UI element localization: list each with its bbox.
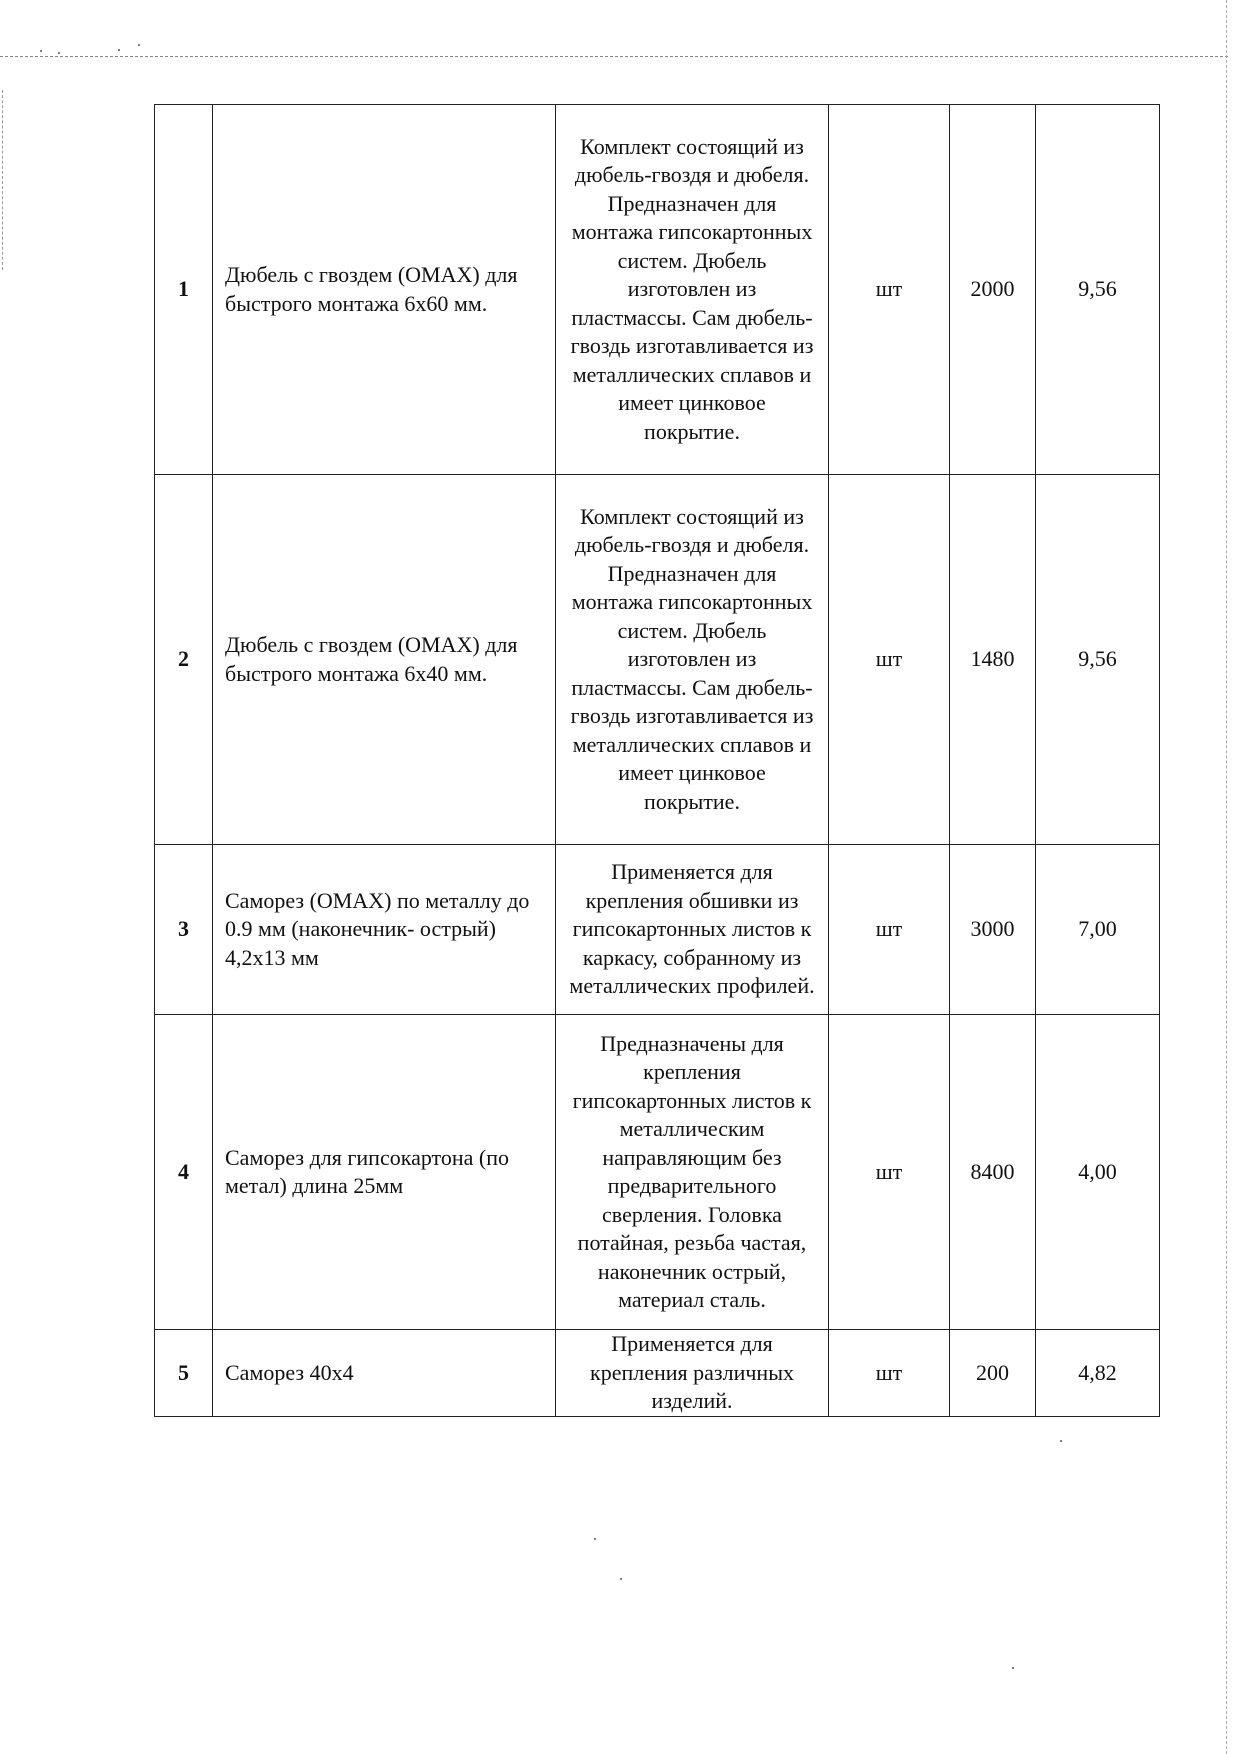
scan-speck xyxy=(620,1578,622,1580)
table-row xyxy=(155,475,1160,845)
item-name: Саморез для гипсокартона (по метал) длина 25мм xyxy=(213,1015,556,1330)
item-description: Комплект состоящий из дюбель-гвоздя и дюбеля. Предназначен для монтажа гипсокартонных систем. Дюбель изготовлен из пластмассы. Сам дюбель- гвоздь изготавливается из металлических сплавов и имеет цинковое покрытие. xyxy=(570,503,814,814)
row-number: 3 xyxy=(155,845,213,1015)
row-number: 4 xyxy=(155,1015,213,1330)
item-description: Применяется для крепления различных изделий. xyxy=(590,1331,794,1413)
item-quantity: 1480 xyxy=(950,475,1036,845)
item-description: Комплект состоящий из дюбель-гвоздя и дюбеля. Предназначен для монтажа гипсокартонных систем. Дюбель изготовлен из пластмассы. Сам дюбель- гвоздь изготавливается из металлических сплавов и имеет цинковое покрытие. xyxy=(570,133,814,444)
scan-speck xyxy=(58,52,60,54)
scan-speck xyxy=(594,1538,596,1540)
item-price: 4,00 xyxy=(1036,1015,1160,1330)
row-number: 1 xyxy=(155,105,213,475)
scan-artifact-line xyxy=(2,90,3,270)
table-row xyxy=(155,105,1160,475)
row-number: 5 xyxy=(155,1330,213,1417)
table-row xyxy=(155,1015,1160,1330)
item-unit: шт xyxy=(829,475,950,845)
item-unit: шт xyxy=(829,1330,950,1417)
items-table xyxy=(154,104,1160,1417)
item-price: 9,56 xyxy=(1036,105,1160,475)
item-quantity: 200 xyxy=(950,1330,1036,1417)
table-row xyxy=(155,845,1160,1015)
scan-artifact-line xyxy=(0,56,1228,57)
item-name: Дюбель с гвоздем (ОМАХ) для быстрого монтажа 6х60 мм. xyxy=(213,105,556,475)
item-description: Применяется для крепления обшивки из гипсокартонных листов к каркасу, собранному из металлических профилей. xyxy=(569,859,815,999)
item-description: Предназначены для крепления гипсокартонных листов к металлическим направляющим без предварительного сверления. Головка потайная, резьба частая, наконечник острый, материал сталь. xyxy=(572,1030,812,1312)
item-unit: шт xyxy=(829,845,950,1015)
item-name: Дюбель с гвоздем (ОМАХ) для быстрого монтажа 6х40 мм. xyxy=(213,475,556,845)
item-unit: шт xyxy=(829,1015,950,1330)
item-quantity: 2000 xyxy=(950,105,1036,475)
item-quantity: 8400 xyxy=(950,1015,1036,1330)
item-name: Саморез (ОМАХ) по металлу до 0.9 мм (наконечник- острый) 4,2х13 мм xyxy=(213,845,556,1015)
item-quantity: 3000 xyxy=(950,845,1036,1015)
item-name: Саморез 40х4 xyxy=(213,1330,556,1417)
item-unit: шт xyxy=(829,105,950,475)
scan-speck xyxy=(1060,1440,1062,1442)
item-price: 7,00 xyxy=(1036,845,1160,1015)
scan-speck xyxy=(138,44,140,46)
scan-artifact-line xyxy=(1226,0,1227,1754)
item-price: 4,82 xyxy=(1036,1330,1160,1417)
item-price: 9,56 xyxy=(1036,475,1160,845)
scan-speck xyxy=(1012,1667,1014,1669)
row-number: 2 xyxy=(155,475,213,845)
scan-speck xyxy=(40,50,42,52)
scan-speck xyxy=(118,49,120,51)
table-row xyxy=(155,1330,1160,1417)
